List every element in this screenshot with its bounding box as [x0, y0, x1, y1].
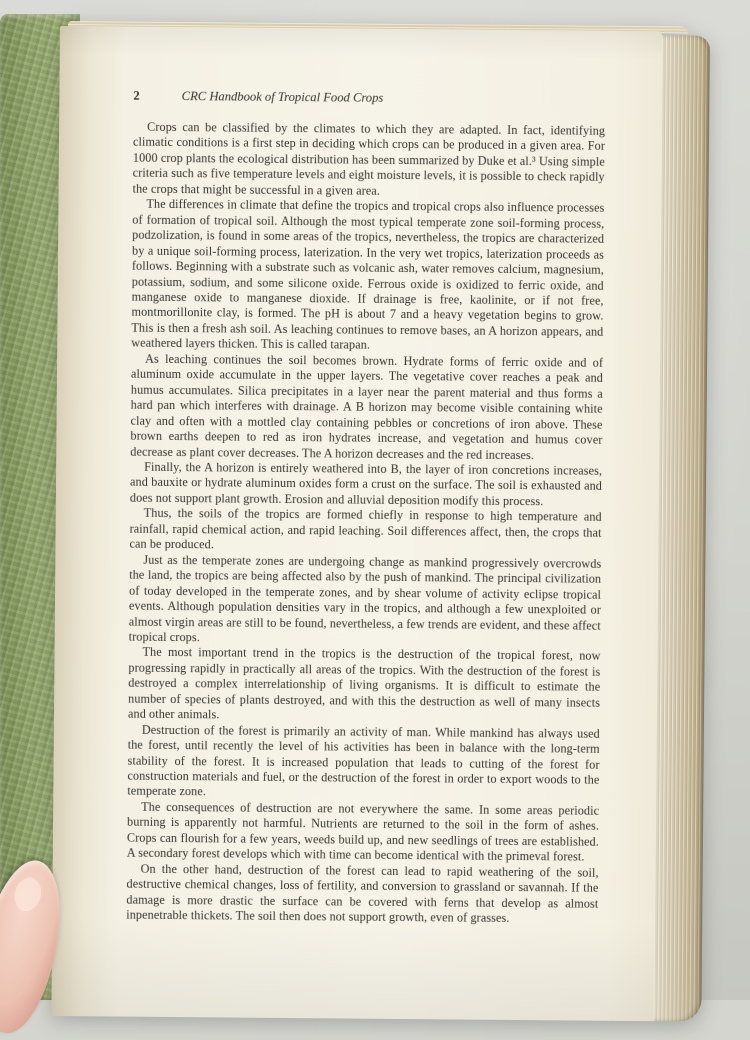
paragraph: Finally, the A horizon is entirely weathered into B, the layer of iron concretions increases, and bauxite or hydrate aluminum oxides form a crust on the surface. The soil is exhausted and does not support plant growth. Erosion and alluvial deposition modify this process.	[129, 459, 603, 509]
page-stack-fore-edge	[653, 35, 710, 1021]
paragraph: As leaching continues the soil becomes brown. Hydrate forms of ferric oxide and of aluminum oxide accumulate in the upper layers. The vegetative cover reaches a peak and humus accumulates. Silica precipitates in a layer near the parent material and thus forms a hard pan which interferes with drainage. A B horizon may become visible containing white clay and often with a mottled clay containing pebbles or concretions of iron above. These brown earths deepen to red as iron hydrates increase, and vegetation and humus cover decrease as plant cover decreases. The A horizon decreases and the red increases.	[130, 351, 604, 462]
thumb-highlight	[11, 875, 44, 914]
book-page	[51, 26, 662, 1021]
paragraph: The consequences of destruction are not everywhere the same. In some areas periodic burning is apparently not harmful. Nutrients are returned to the soil in the form of ashes. Crops can flourish for a few years, weeds build up, and new seedlings of trees are established. A secondary forest develops which with time can become identical with the primeval forest.	[126, 799, 600, 864]
paragraph: Crops can be classified by the climates to which they are adapted. In fact, identifying climatic conditions is a first step in deciding which crops can be produced in a given area. For 1000 crop plants the ecological distribution has been summarized by Duke et al.³ Using simple criteria such as five temperature levels and eight moisture levels, it is possible to check rapidly the crops that might be successful in a given area.	[132, 119, 606, 198]
page-header	[133, 89, 605, 108]
running-title: CRC Handbook of Tropical Food Crops	[181, 89, 384, 105]
page-content-area	[51, 26, 662, 1021]
open-book	[51, 26, 712, 1022]
paragraph: The differences in climate that define the tropics and tropical crops also influence processes of formation of tropical soil. Although the most typical temperate zone soil-forming process, podzolization, is found in some areas of the tropics, nevertheless, the tropics are characterized by a unique soil-forming process, laterization. In the very wet tropics, laterization proceeds as follows. Beginning with a substrate such as volcanic ash, water removes calcium, magnesium, potassium, sodium, and some silicone oxide. Ferrous oxide is oxidized to ferric oxide, and manganese oxide to manganese dioxide. If drainage is free, kaolinite, or if not free, montmorillonite clay, is formed. The pH is about 7 and a heavy vegetation begins to grow. This is then a fresh ash soil. As leaching continues to remove bases, an A horizon appears, and weathered layers thicken. This is called tarapan.	[131, 197, 605, 353]
paragraph: Thus, the soils of the tropics are formed chiefly in response to high temperature and rainfall, rapid chemical action, and rapid leaching. Soil differences affect, then, the crops that can be produced.	[129, 506, 602, 552]
page-body-text	[126, 120, 605, 928]
paragraph: The most important trend in the tropics is the destruction of the tropical forest, now progressing rapidly in practically all areas of the tropics. With the destruction of the forest is destroyed a complex interrelationship of living organisms. It is difficult to estimate the number of species of plants destroyed, and with this the destruction as well of many insects and other animals.	[127, 645, 601, 722]
paragraph: Just as the temperate zones are undergoing change as mankind progressively overcrowds the land, the tropics are being affected also by the push of mankind. The principal civilization of today developed in the temperate zones, and by shear volume of activity eclipse tropical events. Although population densities vary in the tropics, and although a few unexploited or almost virgin areas are still to be found, nevertheless, a few trends are evident, and these affect tropical crops.	[128, 552, 602, 645]
page-number: 2	[133, 88, 140, 103]
paragraph: On the other hand, destruction of the forest can lead to rapid weathering of the soil, destructive chemical changes, loss of fertility, and conversion to grassland or savannah. If the damage is more drastic the surface can be covered with ferns that develop as almost inpenetrable thickets. The soil then does not support growth, even of grasses.	[126, 861, 599, 926]
paragraph: Destruction of the forest is primarily an activity of man. While mankind has always used the forest, until recently the level of his activities has been in balance with the long-term stability of the forest. It is increased population that leads to cutting of the forest for construction materials and fuel, or the destruction of the forest in order to export woods to the temperate zone.	[127, 722, 600, 799]
